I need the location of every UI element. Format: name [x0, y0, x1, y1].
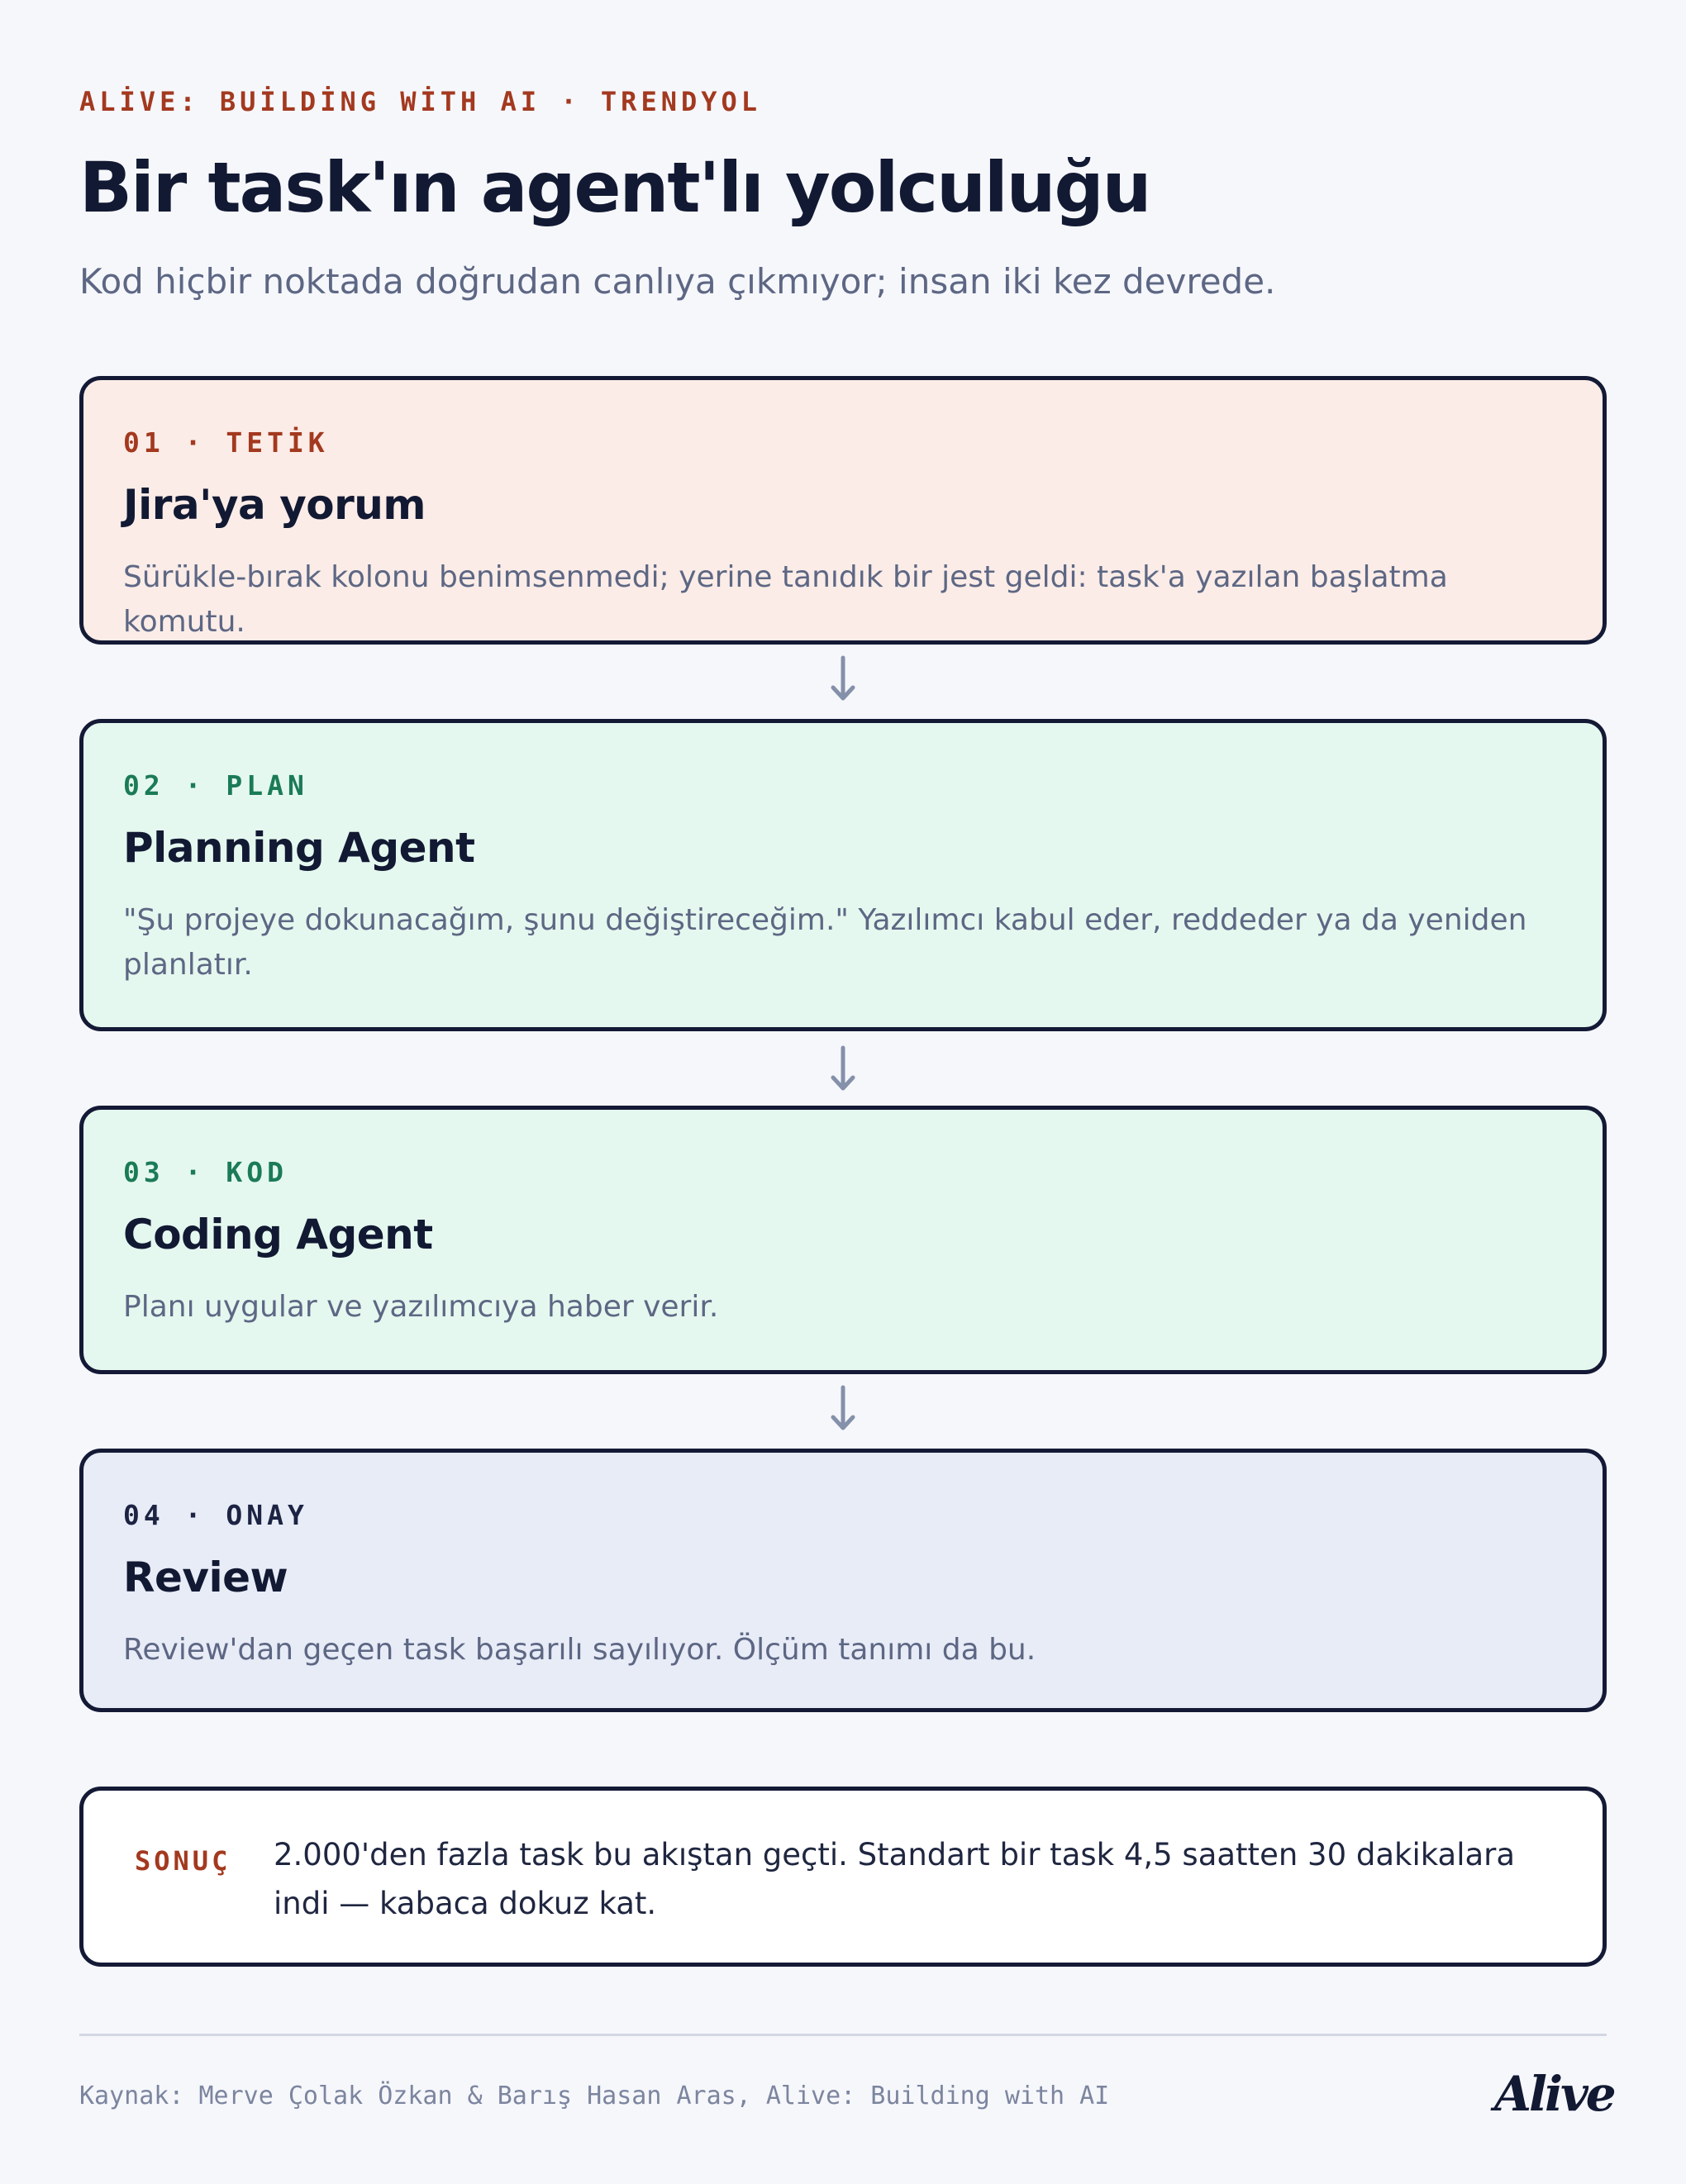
eyebrow-label: ALİVE: BUİLDİNG WİTH AI · TRENDYOL	[79, 86, 762, 117]
arrow-down-icon	[823, 1044, 863, 1094]
step-description: Review'dan geçen task başarılı sayılıyor. Ölçüm tanımı da bu.	[123, 1633, 1036, 1667]
step-label: 03 · KOD	[123, 1156, 288, 1188]
step-label: 04 · ONAY	[123, 1499, 308, 1531]
page-subtitle: Kod hiçbir noktada doğrudan canlıya çıkmıyor; insan iki kez devrede.	[79, 261, 1276, 302]
result-text: 2.000'den fazla task bu akıştan geçti. Standart bir task 4,5 saatten 30 dakikalara indi — kabaca dokuz kat.	[274, 1837, 1516, 1921]
step-card-plan	[79, 719, 1607, 1031]
step-title: Planning Agent	[123, 824, 475, 872]
step-label: 02 · PLAN	[123, 769, 308, 802]
step-description: Sürükle-bırak kolonu benimsenmedi; yerine tanıdık bir jest geldi: task'a yazılan başlatma komutu.	[123, 560, 1448, 639]
page-title: Bir task'ın agent'lı yolculuğu	[79, 147, 1150, 228]
step-card-approval	[79, 1449, 1607, 1712]
step-card-trigger	[79, 376, 1607, 645]
step-description: Planı uygular ve yazılımcıya haber verir.	[123, 1290, 719, 1324]
step-title: Jira'ya yorum	[123, 481, 426, 529]
step-label: 01 · TETİK	[123, 426, 329, 459]
step-title: Coding Agent	[123, 1211, 433, 1259]
step-card-code	[79, 1106, 1607, 1374]
result-label: SONUÇ	[135, 1845, 231, 1877]
step-description: "Şu projeye dokunacağım, şunu değiştireceğim." Yazılımcı kabul eder, reddeder ya da yeniden planlatır.	[123, 903, 1527, 982]
arrow-down-icon	[823, 1384, 863, 1434]
step-title: Review	[123, 1554, 288, 1601]
alive-logo: Alive	[1494, 2066, 1614, 2122]
result-box	[79, 1787, 1607, 1967]
footer-divider	[79, 2034, 1607, 2036]
source-citation: Kaynak: Merve Çolak Özkan & Barış Hasan Aras, Alive: Building with AI	[79, 2082, 1110, 2110]
arrow-down-icon	[823, 654, 863, 704]
